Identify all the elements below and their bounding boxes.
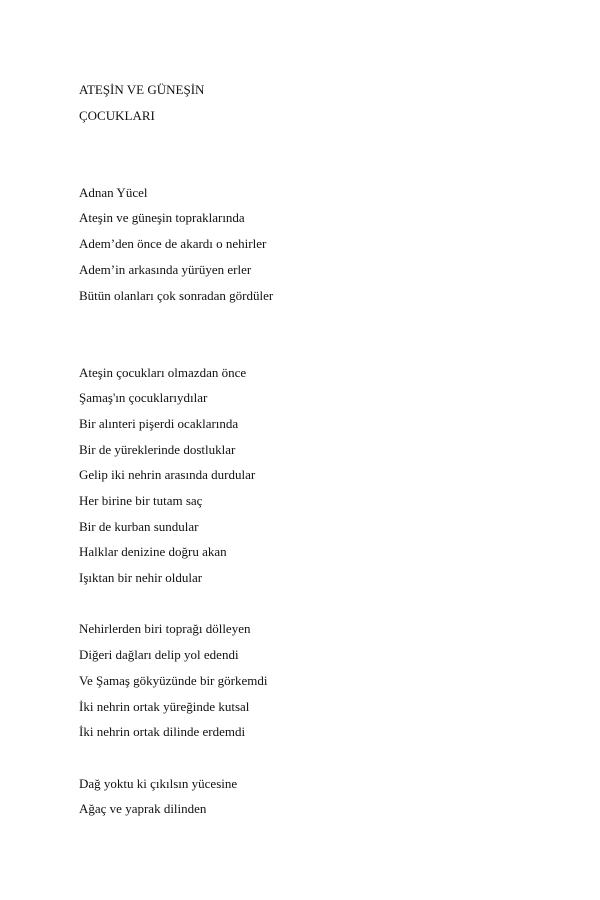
verse-line: Nehirlerden biri toprağı dölleyen xyxy=(79,621,251,637)
spacer xyxy=(79,591,559,617)
spacer xyxy=(79,128,559,179)
verse-line: Gelip iki nehrin arasında durdular xyxy=(79,467,256,483)
spacer xyxy=(79,308,559,359)
verse-line: Işıktan bir nehir oldular xyxy=(79,570,203,586)
verse-line: İki nehrin ortak yüreğinde kutsal xyxy=(79,698,250,714)
spacer xyxy=(79,745,559,771)
verse-line: Ateşin çocukları olmazdan önce xyxy=(79,364,247,380)
poem-title-line-1: ATEŞİN VE GÜNEŞİN xyxy=(79,82,205,97)
verse-line: Adem’den önce de akardı o nehirler xyxy=(79,236,267,252)
stanza-3 xyxy=(79,616,559,744)
poem-author: Adnan Yücel xyxy=(79,184,148,200)
verse-line: Halklar denizine doğru akan xyxy=(79,544,227,560)
verse-line: Bir alınteri pişerdi ocaklarında xyxy=(79,415,239,431)
verse-line: Bir de kurban sundular xyxy=(79,518,199,534)
stanza-1 xyxy=(79,205,559,308)
verse-line: İki nehrin ortak dilinde erdemdi xyxy=(79,724,246,740)
verse-line: Ağaç ve yaprak dilinden xyxy=(79,801,207,817)
verse-line: Her birine bir tutam saç xyxy=(79,493,203,509)
verse-line: Ateşin ve güneşin topraklarında xyxy=(79,210,245,226)
verse-line: Diğeri dağları delip yol edendi xyxy=(79,647,239,663)
poem-title-line-2: ÇOCUKLARI xyxy=(79,107,155,123)
stanza-2 xyxy=(79,360,559,591)
poem-body xyxy=(79,77,559,822)
stanza-4 xyxy=(79,771,559,822)
verse-line: Bir de yüreklerinde dostluklar xyxy=(79,441,236,457)
verse-line: Ve Şamaş gökyüzünde bir görkemdi xyxy=(79,672,268,688)
verse-line: Bütün olanları çok sonradan gördüler xyxy=(79,287,274,303)
verse-line: Dağ yoktu ki çıkılsın yücesine xyxy=(79,775,238,791)
verse-line: Adem’in arkasında yürüyen erler xyxy=(79,261,252,277)
verse-line: Şamaş'ın çocuklarıydılar xyxy=(79,390,208,406)
